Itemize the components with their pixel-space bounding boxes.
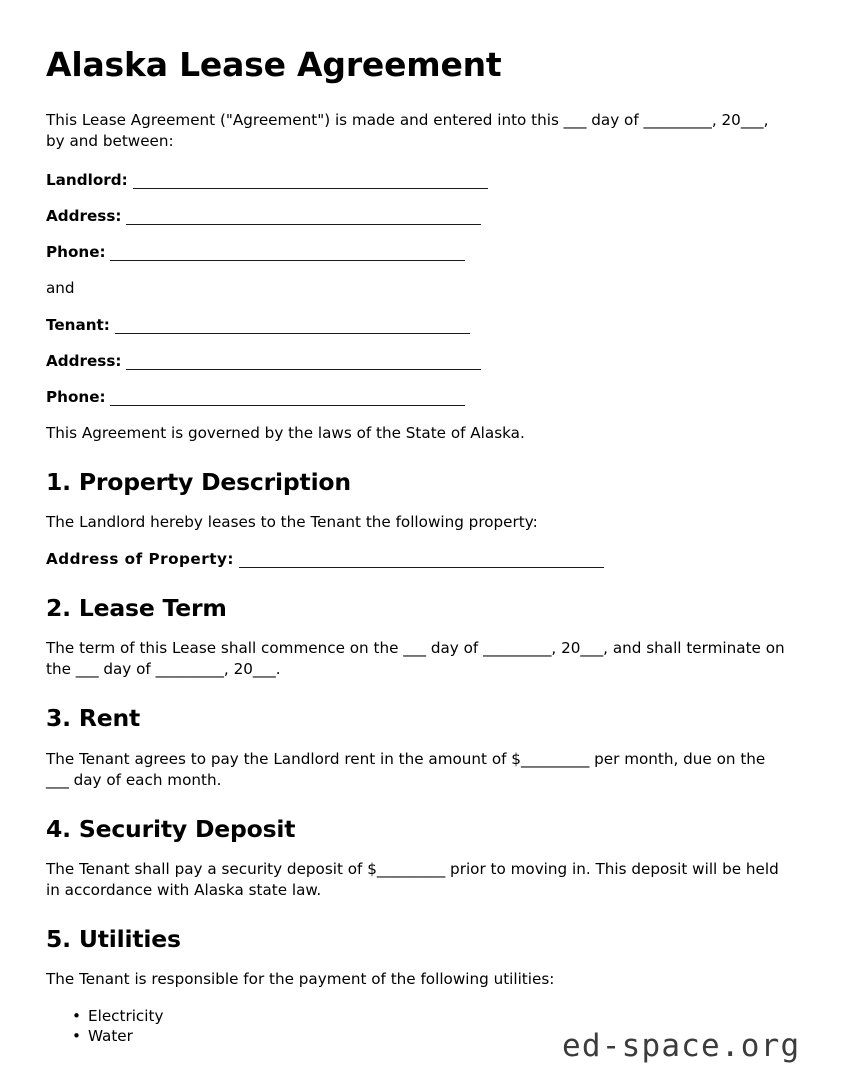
field-input-landlord-address[interactable]	[126, 211, 481, 225]
document-content	[46, 46, 788, 1047]
section-heading-rent: 3. Rent	[46, 704, 141, 733]
list-item: • Water	[88, 1026, 788, 1047]
field-landlord-phone	[46, 242, 788, 263]
watermark: ed-space.org	[562, 1028, 801, 1064]
parties-conjunction: and	[46, 278, 75, 297]
field-label-tenant-address: Address:	[46, 351, 122, 370]
section-heading-property-description: 1. Property Description	[46, 467, 351, 496]
field-label-tenant: Tenant:	[46, 315, 110, 334]
field-address-of-property	[46, 549, 788, 570]
field-landlord-address	[46, 206, 788, 227]
field-label-landlord-address: Address:	[46, 206, 122, 225]
field-tenant-name	[46, 315, 788, 336]
field-tenant-address	[46, 351, 788, 372]
section-body-rent: The Tenant agrees to pay the Landlord rent in the amount of $_________ per month, due on the ___ day of each month.	[46, 749, 766, 789]
field-landlord-name	[46, 170, 788, 191]
section-heading-utilities: 5. Utilities	[46, 924, 181, 953]
governing-law-paragraph: This Agreement is governed by the laws of the State of Alaska.	[46, 423, 525, 442]
section-body-property-description: The Landlord hereby leases to the Tenant the following property:	[46, 513, 538, 532]
field-input-tenant-phone[interactable]	[110, 392, 465, 406]
field-label-tenant-phone: Phone:	[46, 387, 106, 406]
field-label-landlord-phone: Phone:	[46, 242, 106, 261]
intro-paragraph: This Lease Agreement ("Agreement") is made and entered into this ___ day of _________, 20___, by and between:	[46, 110, 769, 150]
section-heading-security-deposit: 4. Security Deposit	[46, 814, 296, 843]
field-input-address-of-property[interactable]	[239, 554, 604, 568]
field-input-landlord-phone[interactable]	[110, 247, 465, 261]
field-tenant-phone	[46, 387, 788, 408]
field-label-landlord: Landlord:	[46, 170, 128, 189]
field-label-address-of-property: Address of Property:	[46, 550, 234, 569]
list-item: • Electricity	[88, 1006, 788, 1027]
field-input-landlord-name[interactable]	[133, 175, 488, 189]
page-title: Alaska Lease Agreement	[46, 45, 502, 84]
field-input-tenant-name[interactable]	[115, 320, 470, 334]
section-body-utilities: The Tenant is responsible for the payment of the following utilities:	[46, 969, 555, 988]
section-body-lease-term: The term of this Lease shall commence on the ___ day of _________, 20___, and shall terminate on the ___ day of _________, 20___.	[46, 639, 785, 679]
section-heading-lease-term: 2. Lease Term	[46, 594, 227, 623]
section-body-security-deposit: The Tenant shall pay a security deposit of $_________ prior to moving in. This deposit will be held in accordance with Alaska state law.	[46, 859, 779, 899]
field-input-tenant-address[interactable]	[126, 356, 481, 370]
